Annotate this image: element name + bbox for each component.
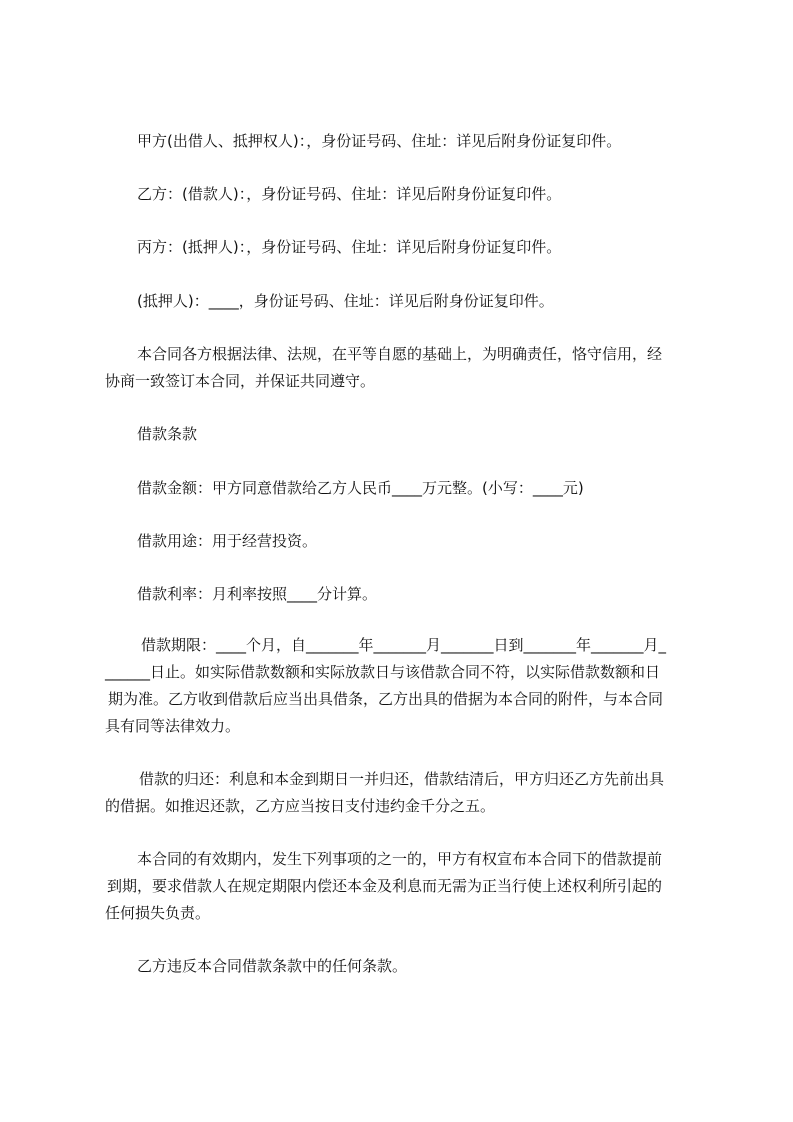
repayment-line-2: 的借据。如推迟还款，乙方应当按日支付违约金千分之五。: [105, 797, 496, 815]
loan-rate-line: 借款利率：月利率按照____分计算。: [137, 585, 378, 603]
validity-line-2: 到期，要求借款人在规定期限内偿还本金及利息而无需为正当行使上述权利所引起的: [107, 877, 663, 895]
loan-amount-line: 借款金额：甲方同意借款给乙方人民币____万元整。(小写：____元): [137, 479, 584, 497]
loan-term-line-1: 借款期限：____个月，自_______年_______月_______日到_______年_______月_: [141, 636, 667, 654]
party-a-line: 甲方(出借人、抵押权人)：，身份证号码、住址：详见后附身份证复印件。: [137, 132, 622, 150]
intro-line-2: 协商一致签订本合同，并保证共同遵守。: [105, 372, 376, 390]
intro-line-1: 本合同各方根据法律、法规，在平等自愿的基础上，为明确责任，恪守信用，经: [137, 345, 663, 363]
validity-line-1: 本合同的有效期内，发生下列事项的之一的，甲方有权宣布本合同下的借款提前: [137, 850, 663, 868]
breach-line: 乙方违反本合同借款条款中的任何条款。: [137, 957, 408, 975]
repayment-line-1: 借款的归还：利息和本金到期日一并归还，借款结清后，甲方归还乙方先前出具: [139, 770, 665, 788]
loan-term-line-4: 具有同等法律效力。: [105, 717, 241, 735]
loan-term-line-3: 期为准。乙方收到借款后应当出具借条，乙方出具的借据为本合同的附件，与本合同: [108, 690, 664, 708]
loan-term-line-2: ______日止。如实际借款数额和实际放款日与该借款合同不符，以实际借款数额和日: [105, 663, 661, 681]
mortgagor-line: (抵押人)：____，身份证号码、住址：详见后附身份证复印件。: [137, 292, 554, 310]
loan-purpose-line: 借款用途：用于经营投资。: [137, 532, 318, 550]
validity-line-3: 任何损失负责。: [105, 904, 211, 922]
party-b-line: 乙方：(借款人)：，身份证号码、住址：详见后附身份证复印件。: [137, 185, 562, 203]
section-title: 借款条款: [137, 425, 198, 443]
party-c-line: 丙方：(抵押人)：，身份证号码、住址：详见后附身份证复印件。: [137, 238, 562, 256]
